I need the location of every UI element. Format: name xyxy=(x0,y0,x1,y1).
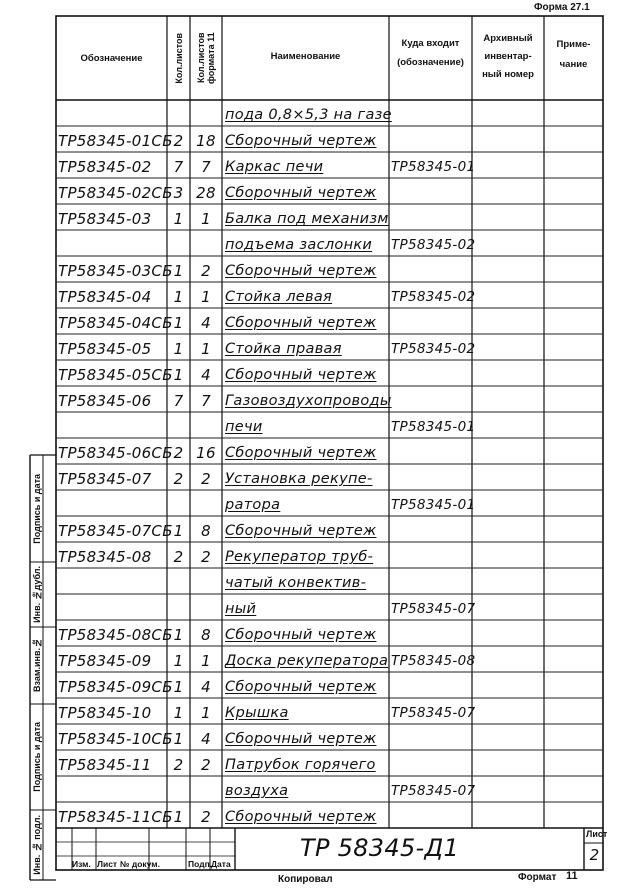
cell-n2: 8 xyxy=(201,522,211,540)
cell-n2: 7 xyxy=(201,392,211,410)
cell-code: ТР58345-08СБ xyxy=(58,626,173,644)
cell-code: ТР58345-07 xyxy=(58,470,152,488)
cell-n2: 1 xyxy=(201,340,211,358)
cell-ref: ТР58345-07 xyxy=(391,783,476,799)
header-where-used-1: Куда входит xyxy=(401,38,460,49)
tb-doc-num: № докум. xyxy=(120,859,160,869)
cell-code: ТР58345-02 xyxy=(58,158,152,176)
table-row xyxy=(0,386,635,412)
cell-n2: 28 xyxy=(196,184,216,202)
table-row xyxy=(0,282,635,308)
cell-code: ТР58345-04СБ xyxy=(58,314,173,332)
cell-n2 xyxy=(190,490,222,516)
table-row xyxy=(0,412,635,438)
cell-name: Стойка левая xyxy=(225,289,333,305)
cell-code: ТР58345-05СБ xyxy=(58,366,173,384)
cell-ref: ТР58345-01 xyxy=(391,497,476,513)
cell-n1: 2 xyxy=(173,132,184,150)
header-where-used-2: (обозначение) xyxy=(397,57,464,68)
cell-ref xyxy=(391,724,471,750)
sheet-number: 2 xyxy=(589,846,600,864)
cell-n1 xyxy=(167,412,190,438)
cell-n2: 1 xyxy=(201,210,211,228)
table-row xyxy=(0,620,635,646)
cell-n2 xyxy=(190,776,222,802)
tb-date: Дата xyxy=(211,859,231,869)
cell-n1: 1 xyxy=(173,704,184,722)
sheet-label: Лист xyxy=(586,829,608,839)
cell-name: Стойка правая xyxy=(225,341,342,357)
table-row xyxy=(0,152,635,178)
cell-ref: ТР58345-01 xyxy=(391,419,476,435)
cell-code xyxy=(58,230,166,256)
cell-code: ТР58345-06 xyxy=(58,392,152,410)
table-row xyxy=(0,256,635,282)
cell-n1: 7 xyxy=(173,392,184,410)
cell-ref xyxy=(391,516,471,542)
cell-code: ТР58345-05 xyxy=(58,340,152,358)
cell-n1: 1 xyxy=(173,626,184,644)
cell-n2 xyxy=(190,100,222,126)
cell-ref xyxy=(391,178,471,204)
cell-n1: 1 xyxy=(173,522,184,540)
cell-ref xyxy=(391,204,471,230)
cell-code: ТР58345-02СБ xyxy=(58,184,173,202)
cell-n2: 8 xyxy=(201,626,211,644)
cell-ref: ТР58345-08 xyxy=(391,653,476,669)
cell-ref xyxy=(391,750,471,776)
cell-name: воздуха xyxy=(225,783,289,799)
cell-n1 xyxy=(167,568,190,594)
table-row xyxy=(0,776,635,802)
cell-n1 xyxy=(167,230,190,256)
cell-ref xyxy=(391,568,471,594)
cell-ref xyxy=(391,672,471,698)
cell-code: ТР58345-01СБ xyxy=(58,132,173,150)
cell-ref: ТР58345-07 xyxy=(391,601,476,617)
cell-code: ТР58345-06СБ xyxy=(58,444,173,462)
cell-n1 xyxy=(167,776,190,802)
cell-ref: ТР58345-07 xyxy=(391,705,476,721)
cell-name: ный xyxy=(225,601,257,617)
cell-code xyxy=(58,776,166,802)
cell-code: ТР58345-04 xyxy=(58,288,152,306)
cell-n1: 2 xyxy=(173,470,184,488)
cell-code: ТР58345-11 xyxy=(58,756,152,774)
cell-name: Каркас печи xyxy=(225,159,324,175)
cell-n1: 1 xyxy=(173,366,184,384)
cell-n1: 1 xyxy=(173,314,184,332)
cell-name: подъема заслонки xyxy=(225,237,373,253)
cell-n2: 4 xyxy=(201,366,211,384)
cell-code: ТР58345-10 xyxy=(58,704,152,722)
cell-n2: 2 xyxy=(201,756,211,774)
cell-n2: 2 xyxy=(201,808,211,826)
side-label-replace-inv: Взам.инв.№ xyxy=(31,638,42,693)
header-archive-1: Архивный xyxy=(483,33,533,44)
cell-code: ТР58345-08 xyxy=(58,548,152,566)
table-row xyxy=(0,438,635,464)
cell-n1: 1 xyxy=(173,652,184,670)
side-label-inv-dup: Инв. №дубл. xyxy=(31,566,42,623)
table-row xyxy=(0,308,635,334)
cell-n1: 2 xyxy=(173,444,184,462)
side-cell-sign-top xyxy=(30,455,43,562)
cell-n2: 18 xyxy=(196,132,216,150)
cell-ref xyxy=(391,100,471,126)
cell-ref xyxy=(391,126,471,152)
side-cell-inv-dup xyxy=(30,562,43,627)
cell-name: Рекуператор труб- xyxy=(225,549,374,565)
cell-code xyxy=(58,412,166,438)
cell-n2: 16 xyxy=(196,444,216,462)
side-label-inv-orig: Инв. № подл. xyxy=(31,815,42,875)
cell-name: чатый конвектив- xyxy=(225,575,367,591)
cell-name: печи xyxy=(225,419,263,435)
cell-n2: 2 xyxy=(201,548,211,566)
cell-n2 xyxy=(190,594,222,620)
header-notes-1: Приме- xyxy=(556,39,591,50)
cell-n2: 1 xyxy=(201,288,211,306)
cell-n1: 2 xyxy=(173,548,184,566)
header-name: Наименование xyxy=(270,51,341,62)
table-row xyxy=(0,334,635,360)
cell-n1 xyxy=(167,100,190,126)
cell-n2: 1 xyxy=(201,704,211,722)
cell-name: Сборочный чертеж xyxy=(225,315,377,331)
cell-n2 xyxy=(190,412,222,438)
cell-name: Сборочный чертеж xyxy=(225,731,377,747)
table-row xyxy=(0,360,635,386)
cell-n2: 4 xyxy=(201,678,211,696)
cell-ref xyxy=(391,464,471,490)
cell-name: Сборочный чертеж xyxy=(225,679,377,695)
cell-ref: ТР58345-01 xyxy=(391,159,476,175)
tb-list: Лист xyxy=(97,859,118,869)
cell-ref xyxy=(391,360,471,386)
footer-copied: Копировал xyxy=(278,874,333,885)
table-row xyxy=(0,646,635,672)
tb-sign: Подп. xyxy=(188,859,213,869)
header-archive-2: инвентар- xyxy=(484,51,532,62)
cell-code: ТР58345-09СБ xyxy=(58,678,173,696)
cell-ref xyxy=(391,802,471,828)
cell-n2: 4 xyxy=(201,314,211,332)
side-label-sign-date-bottom: Подпись и дата xyxy=(31,722,42,792)
cell-n1: 1 xyxy=(173,340,184,358)
cell-name: Сборочный чертеж xyxy=(225,809,377,825)
cell-code xyxy=(58,100,166,126)
cell-name: Газовоздухопроводы xyxy=(225,393,392,409)
table-row xyxy=(0,568,635,594)
form-label: Форма 27.1 xyxy=(534,2,590,13)
cell-ref xyxy=(391,438,471,464)
table-row xyxy=(0,724,635,750)
cell-ref xyxy=(391,256,471,282)
cell-name: Балка под механизм xyxy=(225,211,389,227)
cell-n2: 2 xyxy=(201,470,211,488)
cell-name: Доска рекуператора xyxy=(225,653,389,669)
cell-n1 xyxy=(167,490,190,516)
table-row xyxy=(0,802,635,828)
cell-ref xyxy=(391,308,471,334)
cell-code: ТР58345-07СБ xyxy=(58,522,173,540)
cell-n1: 1 xyxy=(173,730,184,748)
cell-code xyxy=(58,594,166,620)
cell-ref: ТР58345-02 xyxy=(391,289,476,305)
cell-n2: 2 xyxy=(201,262,211,280)
table-row xyxy=(0,464,635,490)
cell-code xyxy=(58,490,166,516)
table-row xyxy=(0,100,635,126)
cell-code: ТР58345-09 xyxy=(58,652,152,670)
cell-n1: 2 xyxy=(173,756,184,774)
table-row xyxy=(0,542,635,568)
footer-format-value: 11 xyxy=(566,870,578,882)
table-row xyxy=(0,594,635,620)
cell-ref: ТР58345-02 xyxy=(391,341,476,357)
cell-n2: 1 xyxy=(201,652,211,670)
table-row xyxy=(0,178,635,204)
cell-n1: 1 xyxy=(173,288,184,306)
side-cell-sign-bottom xyxy=(30,704,43,810)
cell-n1: 3 xyxy=(173,184,184,202)
cell-code: ТР58345-11СБ xyxy=(58,808,173,826)
table-row xyxy=(0,126,635,152)
header-sheets-format: Кол.листов формата 11 xyxy=(196,32,216,84)
footer-format-label: Формат xyxy=(518,872,557,883)
cell-name: Сборочный чертеж xyxy=(225,263,377,279)
cell-n1: 1 xyxy=(173,210,184,228)
table-row xyxy=(0,516,635,542)
side-label-sign-date-top: Подпись и дата xyxy=(31,473,42,544)
cell-name: Сборочный чертеж xyxy=(225,627,377,643)
cell-n2: 7 xyxy=(201,158,211,176)
cell-name: Сборочный чертеж xyxy=(225,185,377,201)
header-notes-2: чание xyxy=(559,59,588,70)
cell-n1: 1 xyxy=(173,808,184,826)
table-row xyxy=(0,204,635,230)
side-cell-inv-orig xyxy=(30,810,43,880)
cell-n1: 1 xyxy=(173,678,184,696)
header-designation: Обозначение xyxy=(80,53,143,64)
cell-n1: 7 xyxy=(173,158,184,176)
cell-name: Крышка xyxy=(225,705,289,721)
table-row xyxy=(0,672,635,698)
table-row xyxy=(0,230,635,256)
cell-code: ТР58345-10СБ xyxy=(58,730,173,748)
tb-izm: Изм. xyxy=(72,859,91,869)
cell-name: пода 0,8×5,3 на газе xyxy=(225,107,392,123)
cell-n2 xyxy=(190,230,222,256)
table-row xyxy=(0,490,635,516)
header-archive-3: ный номер xyxy=(482,69,534,80)
cell-code: ТР58345-03 xyxy=(58,210,152,228)
header-sheets-count: Кол.листов xyxy=(173,32,184,84)
cell-ref: ТР58345-02 xyxy=(391,237,476,253)
cell-code xyxy=(58,568,166,594)
table-row xyxy=(0,750,635,776)
cell-n2: 4 xyxy=(201,730,211,748)
cell-ref xyxy=(391,620,471,646)
cell-name: Сборочный чертеж xyxy=(225,367,377,383)
cell-name: Установка рекупе- xyxy=(225,471,373,487)
cell-n2 xyxy=(190,568,222,594)
document-code: ТР 58345-Д1 xyxy=(300,834,460,862)
table-row xyxy=(0,698,635,724)
cell-code: ТР58345-03СБ xyxy=(58,262,173,280)
cell-name: Сборочный чертеж xyxy=(225,133,377,149)
cell-name: Патрубок горячего xyxy=(225,757,376,773)
cell-name: Сборочный чертеж xyxy=(225,523,377,539)
cell-n1: 1 xyxy=(173,262,184,280)
cell-ref xyxy=(391,542,471,568)
cell-n1 xyxy=(167,594,190,620)
cell-ref xyxy=(391,386,471,412)
side-cell-replace-inv xyxy=(30,627,43,704)
cell-name: ратора xyxy=(225,497,281,513)
cell-name: Сборочный чертеж xyxy=(225,445,377,461)
